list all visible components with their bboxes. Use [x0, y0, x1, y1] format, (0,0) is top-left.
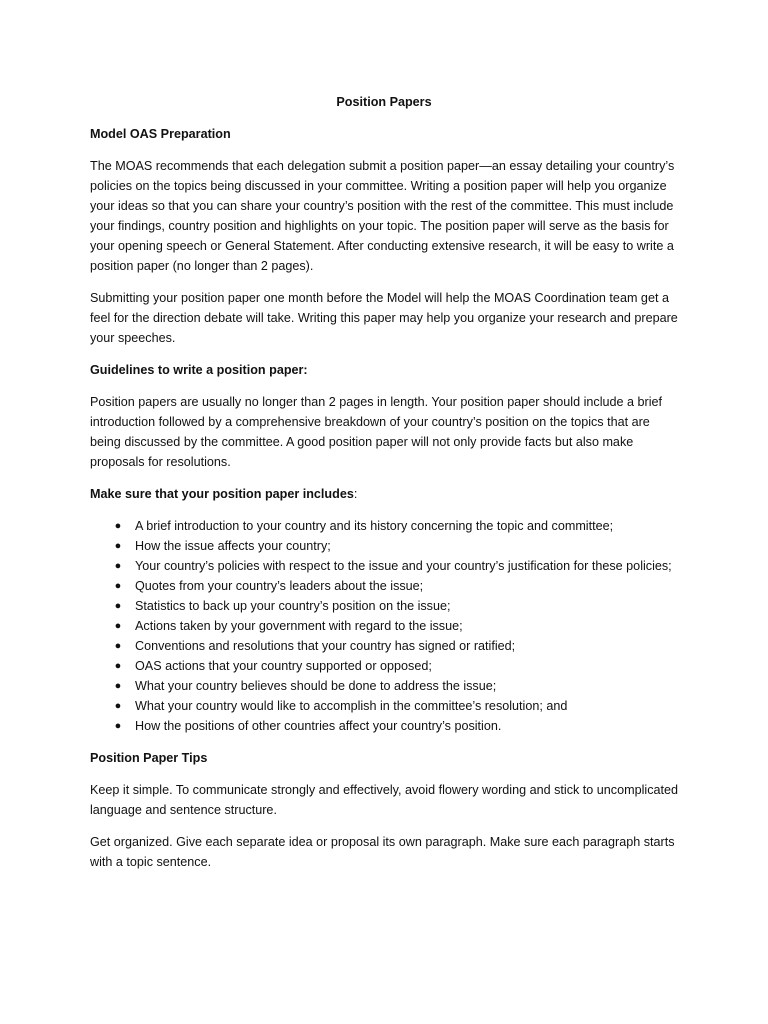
bullet-icon: ●	[114, 520, 122, 532]
list-item	[90, 696, 678, 716]
list-item-text: Statistics to back up your country’s position on the issue;	[135, 599, 451, 613]
list-item	[90, 596, 678, 616]
list-item	[90, 716, 678, 736]
list-item	[90, 556, 678, 576]
bullet-icon: ●	[114, 660, 122, 672]
section-heading-preparation: Model OAS Preparation	[90, 127, 231, 141]
section-heading-includes	[90, 484, 678, 504]
guidelines-paragraph: Position papers are usually no longer than 2 pages in length. Your position paper should include a brief introduction followed by a comprehensive breakdown of your country’s position on the topics that are being discussed by the committee. A good position paper will not only provide facts but also make proposals for resolutions.	[90, 395, 663, 469]
list-item-text: What your country would like to accomplish in the committee’s resolution; and	[135, 699, 568, 713]
list-item-text: What your country believes should be done to address the issue;	[135, 679, 497, 693]
list-item-text: Your country’s policies with respect to the issue and your country’s justification for these policies;	[135, 559, 672, 573]
list-item-text: Actions taken by your government with regard to the issue;	[135, 619, 463, 633]
bullet-icon: ●	[114, 720, 122, 732]
includes-list	[90, 516, 678, 736]
includes-heading-text: Make sure that your position paper includes	[90, 487, 354, 501]
bullet-icon: ●	[114, 600, 122, 612]
list-item	[90, 656, 678, 676]
intro-paragraph: The MOAS recommends that each delegation submit a position paper—an essay detailing your country’s policies on the topics being discussed in your committee. Writing a position paper will help you organize your ideas so that you can share your country’s position with the rest of the committee. This must include your findings, country position and highlights on your topic. The position paper will serve as the basis for your opening speech or General Statement. After conducting extensive research, it will be easy to write a position paper (no longer than 2 pages).	[90, 159, 675, 273]
list-item-text: Conventions and resolutions that your country has signed or ratified;	[135, 639, 516, 653]
bullet-icon: ●	[114, 560, 122, 572]
section-heading-tips: Position Paper Tips	[90, 751, 208, 765]
list-item-text: Quotes from your country’s leaders about the issue;	[135, 579, 424, 593]
submission-paragraph: Submitting your position paper one month before the Model will help the MOAS Coordination team get a feel for the direction debate will take. Writing this paper may help you organize your research and prepare your speeches.	[90, 291, 678, 345]
bullet-icon: ●	[114, 700, 122, 712]
list-item	[90, 676, 678, 696]
list-item-text: A brief introduction to your country and its history concerning the topic and committee;	[135, 519, 614, 533]
list-item	[90, 616, 678, 636]
document-body	[90, 92, 678, 884]
includes-heading-colon: :	[353, 487, 358, 501]
bullet-icon: ●	[114, 640, 122, 652]
list-item	[90, 516, 678, 536]
list-item-text: How the issue affects your country;	[135, 539, 331, 553]
list-item-text: How the positions of other countries affect your country’s position.	[135, 719, 502, 733]
section-heading-guidelines: Guidelines to write a position paper:	[90, 363, 308, 377]
list-item	[90, 576, 678, 596]
document-title: Position Papers	[336, 95, 432, 109]
tips-paragraph-organized: Get organized. Give each separate idea or proposal its own paragraph. Make sure each paragraph starts with a topic sentence.	[90, 835, 675, 869]
bullet-icon: ●	[114, 680, 122, 692]
bullet-icon: ●	[114, 620, 122, 632]
bullet-icon: ●	[114, 580, 122, 592]
list-item	[90, 636, 678, 656]
list-item-text: OAS actions that your country supported or opposed;	[135, 659, 432, 673]
bullet-icon: ●	[114, 540, 122, 552]
tips-paragraph-simple: Keep it simple. To communicate strongly and effectively, avoid flowery wording and stick to uncomplicated language and sentence structure.	[90, 783, 679, 817]
list-item	[90, 536, 678, 556]
